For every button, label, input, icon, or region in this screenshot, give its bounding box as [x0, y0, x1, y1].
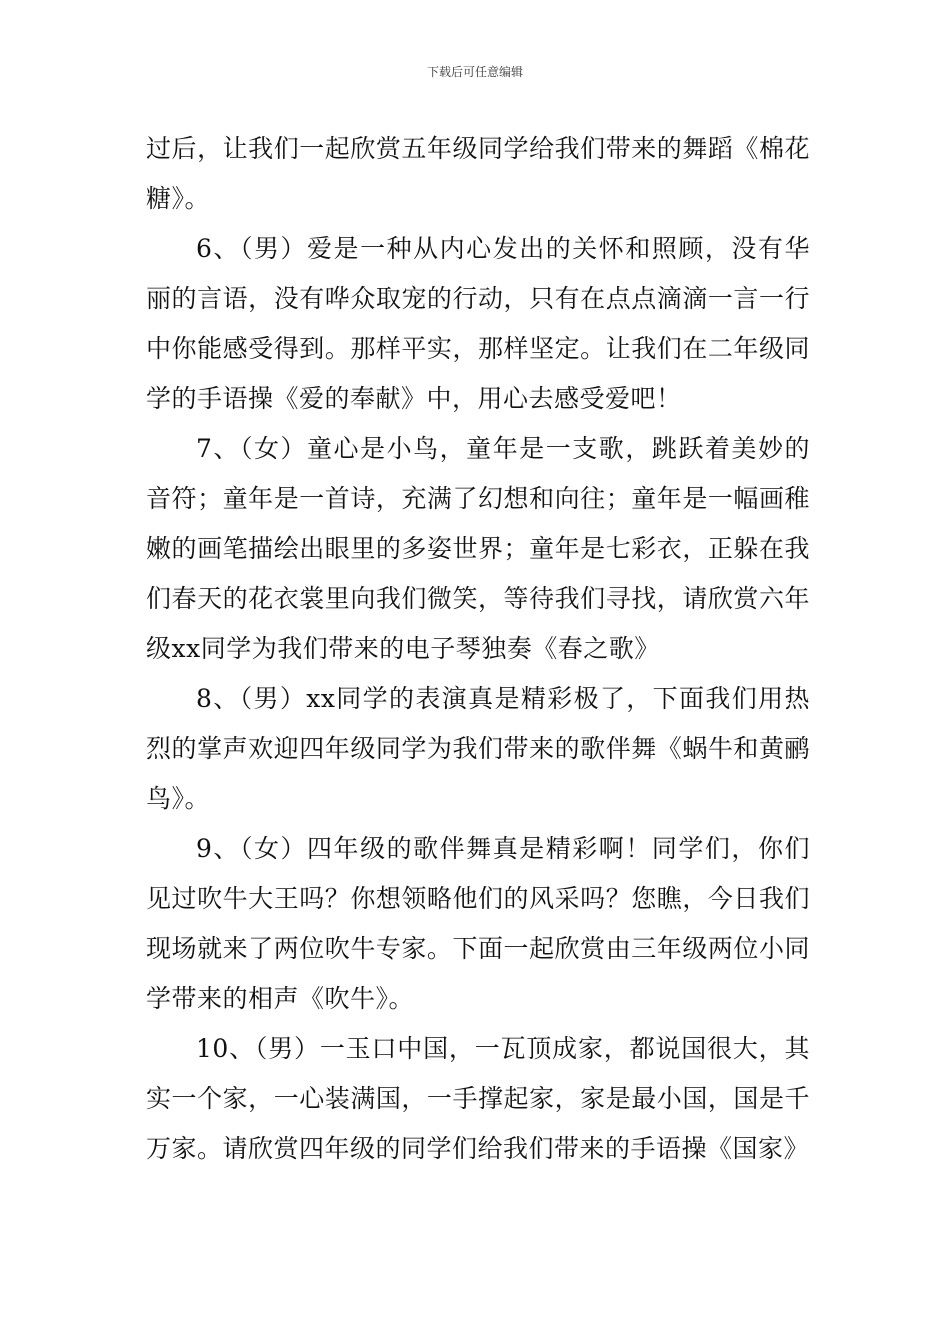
paragraph-item-8: 8、（男）xx同学的表演真是精彩极了，下面我们用热烈的掌声欢迎四年级同学为我们带来的歌伴舞《蜗牛和黄鹂鸟》。 — [146, 684, 810, 813]
paragraph-continuation: 过后，让我们一起欣赏五年级同学给我们带来的舞蹈《棉花糖》。 — [146, 134, 810, 213]
paragraph-item-6: 6、（男）爱是一种从内心发出的关怀和照顾，没有华丽的言语，没有哗众取宠的行动，只有在点点滴滴一言一行中你能感受得到。那样平实，那样坚定。让我们在二年级同学的手语操《爱的奉献》中，用心去感受爱吧！ — [146, 234, 810, 413]
header-note: 下载后可任意编辑 — [426, 65, 523, 79]
document-body — [146, 124, 810, 1174]
paragraph-item-7: 7、（女）童心是小鸟，童年是一支歌，跳跃着美妙的音符；童年是一首诗，充满了幻想和向往；童年是一幅画稚嫩的画笔描绘出眼里的多姿世界；童年是七彩衣，正躲在我们春天的花衣裳里向我们微笑，等待我们寻找，请欣赏六年级xx同学为我们带来的电子琴独奏《春之歌》 — [146, 434, 810, 663]
paragraph-item-9: 9、（女）四年级的歌伴舞真是精彩啊！同学们，你们见过吹牛大王吗？你想领略他们的风采吗？您瞧，今日我们现场就来了两位吹牛专家。下面一起欣赏由三年级两位小同学带来的相声《吹牛》。 — [146, 834, 810, 1013]
paragraph-item-10: 10、（男）一玉口中国，一瓦顶成家，都说国很大，其实一个家，一心装满国，一手撑起家，家是最小国，国是千万家。请欣赏四年级的同学们给我们带来的手语操《国家》 — [146, 1034, 810, 1163]
